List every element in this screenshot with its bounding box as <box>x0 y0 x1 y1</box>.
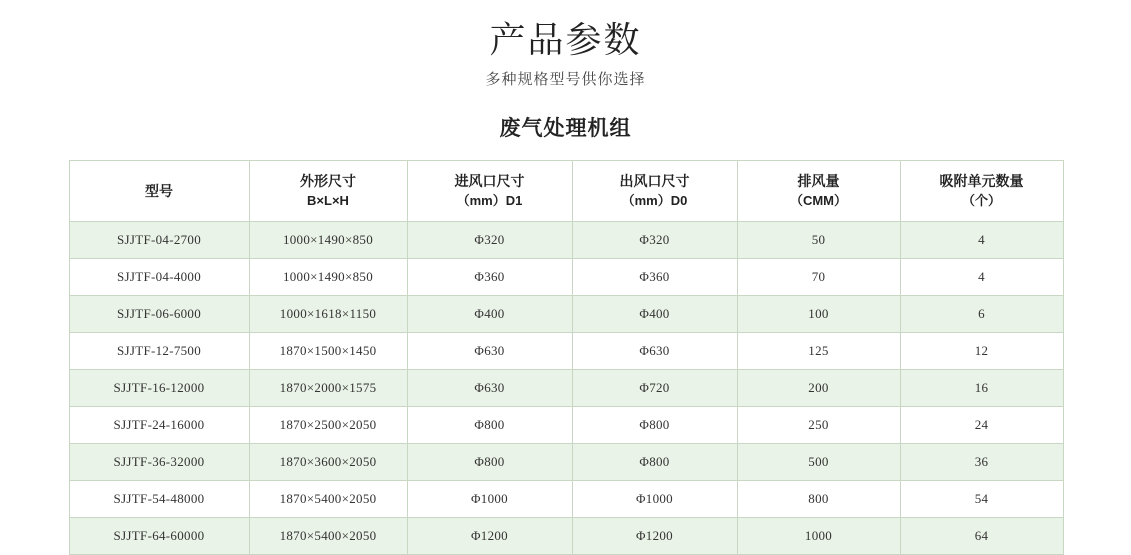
cell-airflow: 250 <box>737 407 900 444</box>
table-row <box>69 481 1063 518</box>
cell-units: 12 <box>900 333 1063 370</box>
column-header-units-line1: 吸附单元数量 <box>939 173 1024 189</box>
cell-inlet: Φ400 <box>407 296 572 333</box>
cell-inlet: Φ800 <box>407 444 572 481</box>
column-header-dimensions <box>249 161 407 222</box>
cell-airflow: 50 <box>737 222 900 259</box>
spec-table-container <box>69 160 1063 555</box>
cell-units: 36 <box>900 444 1063 481</box>
column-header-inlet-line1: 进风口尺寸 <box>454 173 525 189</box>
spec-table <box>69 160 1064 555</box>
section-title: 废气处理机组 <box>499 117 632 140</box>
table-header-row <box>69 161 1063 222</box>
page-header <box>0 0 1131 92</box>
cell-outlet: Φ720 <box>572 370 737 407</box>
cell-model: SJJTF-16-12000 <box>69 370 249 407</box>
cell-airflow: 70 <box>737 259 900 296</box>
cell-airflow: 125 <box>737 333 900 370</box>
cell-airflow: 200 <box>737 370 900 407</box>
cell-units: 24 <box>900 407 1063 444</box>
cell-dimensions: 1870×2000×1575 <box>249 370 407 407</box>
spec-table-body <box>69 222 1063 555</box>
cell-model: SJJTF-54-48000 <box>69 481 249 518</box>
cell-units: 64 <box>900 518 1063 555</box>
cell-units: 6 <box>900 296 1063 333</box>
cell-outlet: Φ1000 <box>572 481 737 518</box>
cell-model: SJJTF-04-4000 <box>69 259 249 296</box>
spec-table-header <box>69 161 1063 222</box>
cell-inlet: Φ360 <box>407 259 572 296</box>
table-row <box>69 259 1063 296</box>
column-header-outlet-line2: （mm）D0 <box>621 193 688 208</box>
column-header-outlet-line1: 出风口尺寸 <box>619 173 690 189</box>
cell-inlet: Φ630 <box>407 370 572 407</box>
table-row <box>69 370 1063 407</box>
cell-airflow: 800 <box>737 481 900 518</box>
cell-model: SJJTF-04-2700 <box>69 222 249 259</box>
cell-inlet: Φ630 <box>407 333 572 370</box>
cell-model: SJJTF-06-6000 <box>69 296 249 333</box>
column-header-units-line2: （个） <box>961 193 1001 208</box>
cell-inlet: Φ1000 <box>407 481 572 518</box>
cell-airflow: 1000 <box>737 518 900 555</box>
cell-airflow: 100 <box>737 296 900 333</box>
table-row <box>69 222 1063 259</box>
cell-units: 4 <box>900 222 1063 259</box>
column-header-airflow-line1: 排风量 <box>797 173 840 189</box>
cell-outlet: Φ320 <box>572 222 737 259</box>
cell-units: 16 <box>900 370 1063 407</box>
cell-outlet: Φ630 <box>572 333 737 370</box>
cell-dimensions: 1870×3600×2050 <box>249 444 407 481</box>
cell-model: SJJTF-64-60000 <box>69 518 249 555</box>
cell-outlet: Φ400 <box>572 296 737 333</box>
cell-airflow: 500 <box>737 444 900 481</box>
cell-outlet: Φ800 <box>572 407 737 444</box>
column-header-inlet <box>407 161 572 222</box>
column-header-dimensions-line1: 外形尺寸 <box>300 173 356 189</box>
column-header-inlet-line2: （mm）D1 <box>456 193 523 208</box>
column-header-dimensions-line2: B×L×H <box>307 193 349 208</box>
table-row <box>69 296 1063 333</box>
cell-dimensions: 1000×1490×850 <box>249 222 407 259</box>
cell-dimensions: 1870×1500×1450 <box>249 333 407 370</box>
cell-dimensions: 1000×1618×1150 <box>249 296 407 333</box>
table-row <box>69 518 1063 555</box>
page-subtitle: 多种规格型号供你选择 <box>485 71 646 88</box>
column-header-airflow <box>737 161 900 222</box>
column-header-airflow-line2: （CMM） <box>789 193 848 208</box>
cell-model: SJJTF-12-7500 <box>69 333 249 370</box>
table-row <box>69 407 1063 444</box>
cell-outlet: Φ800 <box>572 444 737 481</box>
table-row <box>69 444 1063 481</box>
cell-units: 54 <box>900 481 1063 518</box>
cell-dimensions: 1870×2500×2050 <box>249 407 407 444</box>
cell-inlet: Φ1200 <box>407 518 572 555</box>
column-header-model-line1: 型号 <box>145 182 173 199</box>
cell-inlet: Φ800 <box>407 407 572 444</box>
cell-dimensions: 1000×1490×850 <box>249 259 407 296</box>
cell-units: 4 <box>900 259 1063 296</box>
column-header-outlet <box>572 161 737 222</box>
column-header-units <box>900 161 1063 222</box>
cell-dimensions: 1870×5400×2050 <box>249 481 407 518</box>
cell-outlet: Φ360 <box>572 259 737 296</box>
cell-model: SJJTF-24-16000 <box>69 407 249 444</box>
cell-dimensions: 1870×5400×2050 <box>249 518 407 555</box>
column-header-model <box>69 161 249 222</box>
page-title: 产品参数 <box>489 20 642 60</box>
cell-model: SJJTF-36-32000 <box>69 444 249 481</box>
cell-outlet: Φ1200 <box>572 518 737 555</box>
table-row <box>69 333 1063 370</box>
cell-inlet: Φ320 <box>407 222 572 259</box>
